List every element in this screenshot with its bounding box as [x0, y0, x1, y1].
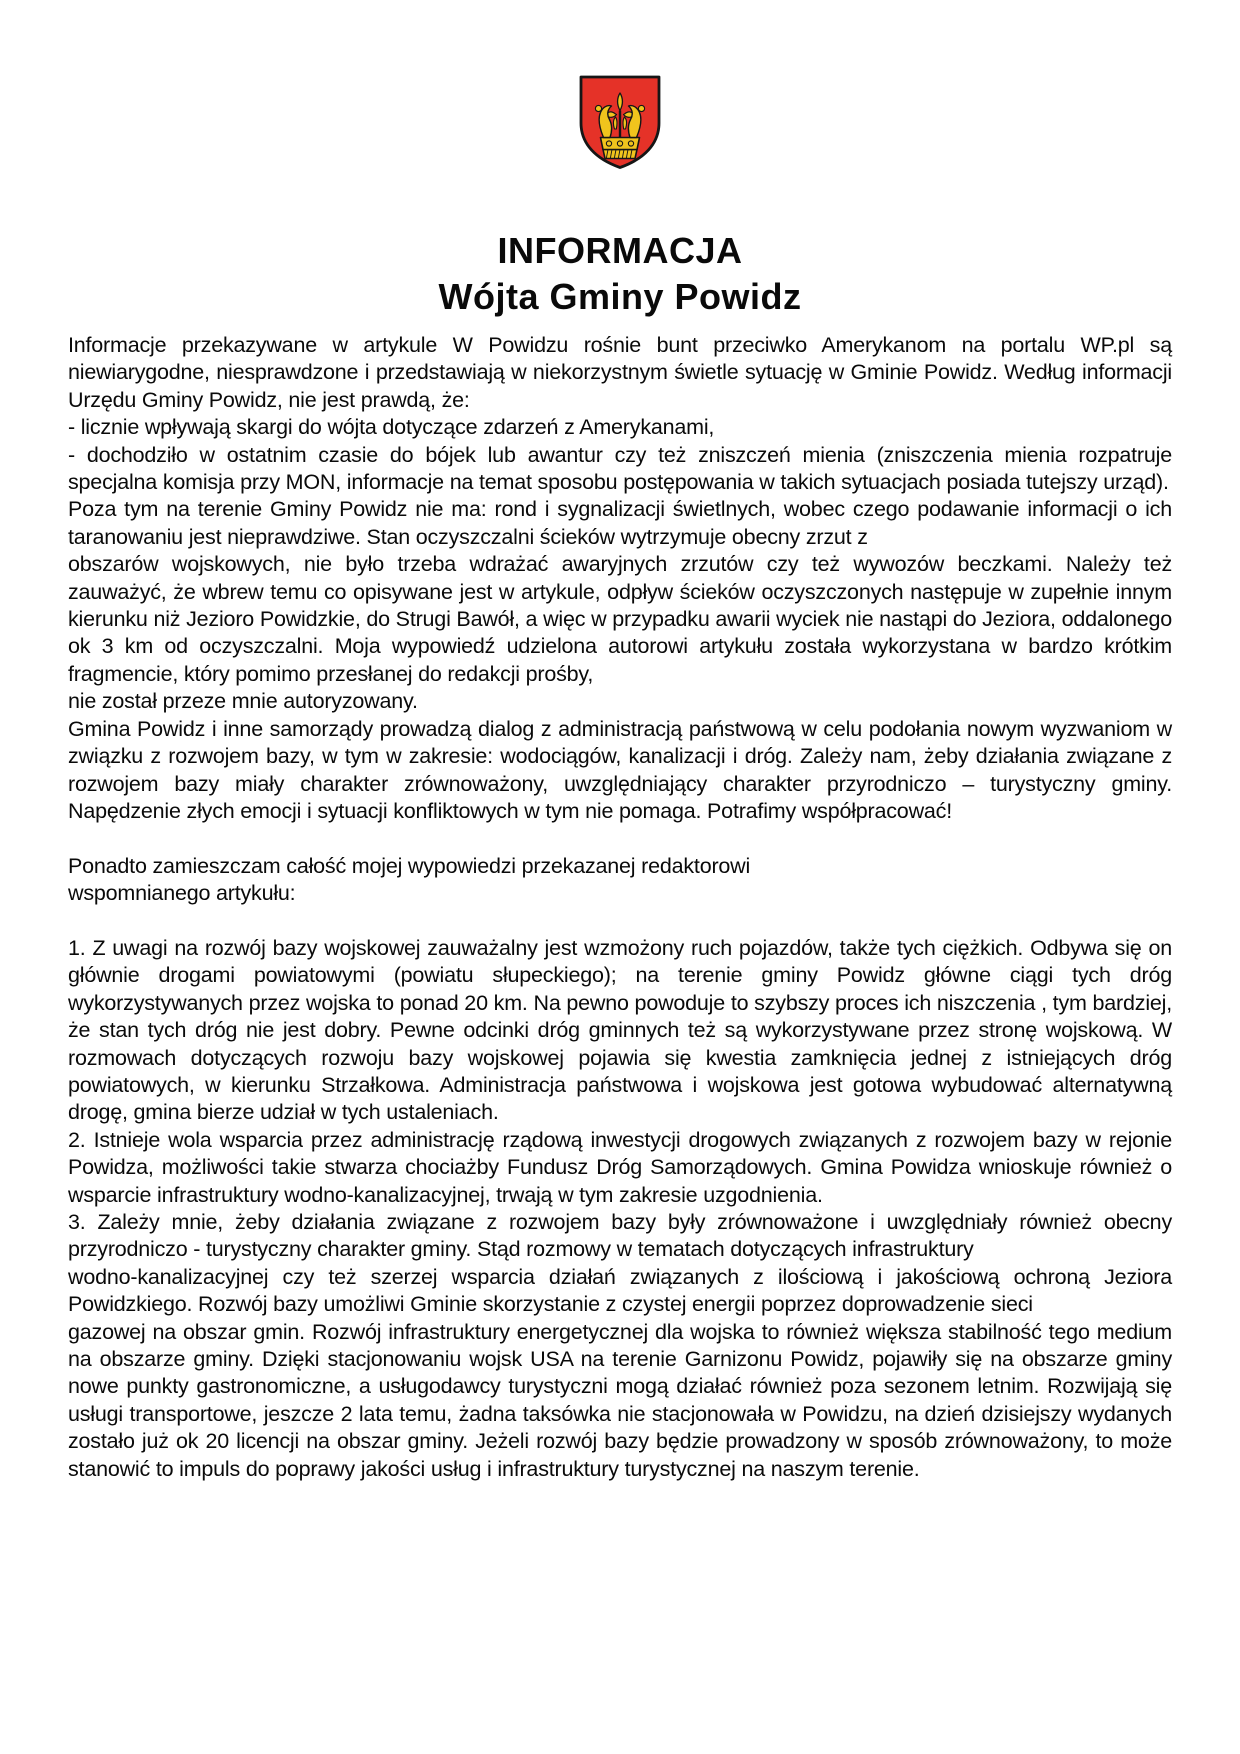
title-line-2: Wójta Gminy Powidz [438, 276, 802, 317]
paragraph: - dochodziło w ostatnim czasie do bójek lub awantur czy też zniszczeń mienia (zniszczenia mienia rozpatruje specjalna komisja przy MON, informacje na temat sposobu postępowania w takich sytuacjach posiada tutejszy urząd). [68, 442, 1172, 495]
paragraph: 2. Istnieje wola wsparcia przez administrację rządową inwestycji drogowych związanych z rozwojem bazy w rejonie Powidza, możliwości takie stwarza chociażby Fundusz Dróg Samorządowych. Gmina Powidza wnioskuje również o wsparcie infrastruktury wodno-kanalizacyjnej, trwają w tym zakresie uzgodnienia. [68, 1127, 1172, 1207]
paragraph: 1. Z uwagi na rozwój bazy wojskowej zauważalny jest wzmożony ruch pojazdów, także tych ciężkich. Odbywa się on głównie drogami powiatowymi (powiatu słupeckiego); na terenie gminy Powidz główne ciągi tych dróg wykorzystywanych przez wojska to ponad 20 km. Na pewno powoduje to szybszy proces ich niszczenia , tym bardziej, że stan tych dróg nie jest dobry. Pewne odcinki dróg gminnych też są wykorzystywane przez stronę wojskową. W rozmowach dotyczących rozwoju bazy wojskowej pojawia się kwestia zamknięcia jednej z istniejących dróg powiatowych, w kierunku Strzałkowa. Administracja państwowa i wojskowa jest gotowa wybudować alternatywną drogę, gmina bierze udział w tych ustaleniach. [68, 935, 1172, 1125]
coat-of-arms-icon [576, 73, 664, 172]
paragraph: 3. Zależy mnie, żeby działania związane z rozwojem bazy były zrównoważone i uwzględniały również obecny przyrodniczo - turystyczny charakter gminy. Stąd rozmowy w tematach dotyczących infrastruktury [68, 1209, 1172, 1262]
paragraph: Gmina Powidz i inne samorządy prowadzą dialog z administracją państwową w celu podołania nowym wyzwaniom w związku z rozwojem bazy, w tym w zakresie: wodociągów, kanalizacji i dróg. Zależy nam, żeby działania związane z rozwojem bazy miały charakter zrównoważony, uwzględniający charakter przyrodniczo – turystyczny gminy. Napędzenie złych emocji i sytuacji konfliktowych w tym nie pomaga. Potrafimy współpracować! [68, 716, 1172, 823]
paragraph: - licznie wpływają skargi do wójta dotyczące zdarzeń z Amerykanami, [68, 415, 715, 440]
paragraph: nie został przeze mnie autoryzowany. [68, 689, 418, 714]
document-title [0, 228, 1240, 320]
paragraph: wodno-kanalizacyjnej czy też szerzej wsparcia działań związanych z ilościową i jakościową ochroną Jeziora Powidzkiego. Rozwój bazy umożliwi Gminie skorzystanie z czystej energii poprzez doprowadzenie sieci [68, 1264, 1172, 1317]
paragraph: obszarów wojskowych, nie było trzeba wdrażać awaryjnych zrzutów czy też wywozów beczkami. Należy też zauważyć, że wbrew temu co opisywane jest w artykule, odpływ ścieków oczyszczonych następuje w zupełnie innym kierunku niż Jezioro Powidzkie, do Strugi Bawół, a więc w przypadku awarii wyciek nie nastąpi do Jeziora, oddalonego ok 3 km od oczyszczalni. Moja wypowiedź udzielona autorowi artykułu została wykorzystana w bardzo krótkim fragmencie, który pomimo przesłanej do redakcji prośby, [68, 552, 1172, 686]
paragraph: Informacje przekazywane w artykule W Powidzu rośnie bunt przeciwko Amerykanom na portalu WP.pl są niewiarygodne, niesprawdzone i przedstawiają w niekorzystnym świetle sytuację w Gminie Powidz. Według informacji Urzędu Gminy Powidz, nie jest prawdą, że: [68, 333, 1172, 412]
document-body [68, 332, 1172, 1483]
paragraph: Ponadto zamieszczam całość mojej wypowiedzi przekazanej redaktorowi [68, 853, 751, 878]
paragraph: gazowej na obszar gmin. Rozwój infrastruktury energetycznej dla wojska to również większa stabilność tego medium na obszarze gminy. Dzięki stacjonowaniu wojsk USA na terenie Garnizonu Powidz, pojawiły się na obszarze gminy nowe punkty gastronomiczne, a usługodawcy turystyczni mogą działać również poza sezonem letnim. Rozwijają się usługi transportowe, jeszcze 2 lata temu, żadna taksówka nie stacjonowała w Powidzu, na dzień dzisiejszy wydanych zostało już ok 20 licencji na obszar gminy. Jeżeli rozwój bazy będzie prowadzony w sposób zrównoważony, to może stanowić to impuls do poprawy jakości usług i infrastruktury turystycznej na naszym terenie. [68, 1319, 1172, 1481]
title-line-1: INFORMACJA [497, 230, 743, 271]
paragraph: wspomnianego artykułu: [68, 881, 296, 906]
coat-of-arms [0, 0, 1240, 172]
paragraph: Poza tym na terenie Gminy Powidz nie ma: rond i sygnalizacji świetlnych, wobec czego podawanie informacji o ich taranowaniu jest nieprawdziwe. Stan oczyszczalni ścieków wytrzymuje obecny zrzut z [68, 497, 1172, 549]
